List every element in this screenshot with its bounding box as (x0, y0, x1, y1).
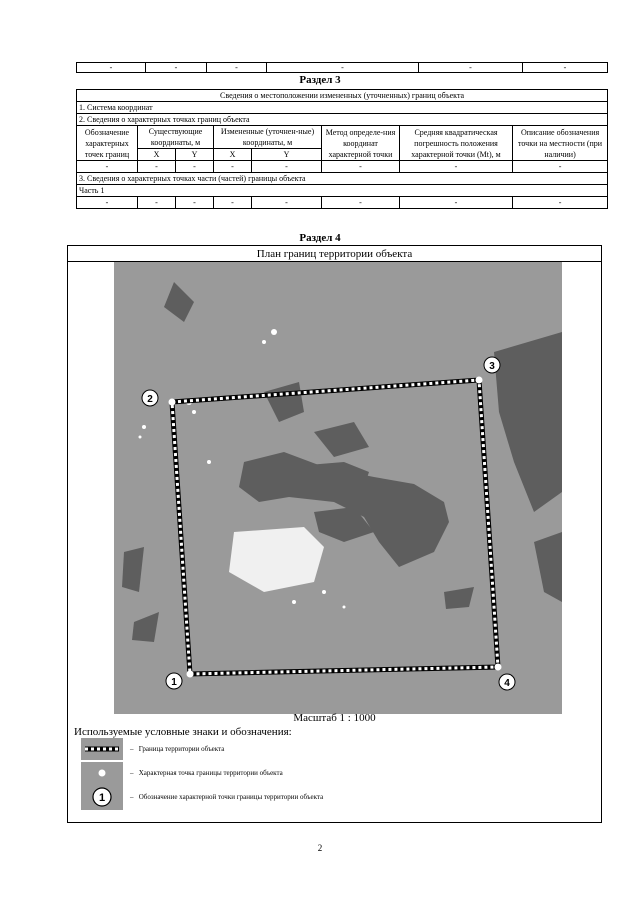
section3-subtitle: Сведения о местоположении измененных (уточненных) границ объекта (77, 90, 608, 102)
legend-item-point-label (130, 793, 323, 802)
point-2-marker (169, 399, 176, 406)
cell: - (252, 161, 322, 173)
cell: - (400, 161, 513, 173)
header-y: Y (252, 149, 322, 161)
legend-label-sample (81, 784, 123, 810)
legend-marker-label: 1 (98, 792, 106, 804)
header-y: Y (176, 149, 214, 161)
point-label-1: 1 (171, 677, 177, 688)
cell: - (523, 63, 608, 73)
part-label: Часть 1 (77, 185, 608, 197)
cell: - (322, 161, 400, 173)
cell: - (513, 197, 608, 209)
header-existing: Существующие координаты, м (138, 126, 214, 149)
legend-point-sample (81, 762, 123, 784)
legend-boundary-sample (81, 738, 123, 760)
point-3-marker (476, 377, 483, 384)
page-number: 2 (317, 843, 323, 853)
cell: - (214, 197, 252, 209)
cell: - (513, 161, 608, 173)
legend-dash: – (130, 745, 134, 753)
plan-frame (67, 245, 602, 823)
previous-table-last-row (76, 62, 608, 73)
section3-title: Раздел 3 (299, 74, 341, 86)
plan-title: План границ территории объекта (68, 247, 601, 262)
points-info-label: 2. Сведения о характерных точках границ объекта (77, 114, 608, 126)
legend-dash: – (130, 793, 134, 801)
cell: - (176, 161, 214, 173)
cell: - (419, 63, 523, 73)
cell: - (322, 197, 400, 209)
cell: - (267, 63, 419, 73)
point-label-4: 4 (504, 678, 510, 689)
section3-table (76, 89, 608, 209)
legend-item-boundary (130, 745, 224, 754)
cell: - (176, 197, 214, 209)
point-4-marker (495, 664, 502, 671)
legend-dash: – (130, 769, 134, 777)
cell: - (252, 197, 322, 209)
coord-system-label: 1. Система координат (77, 102, 608, 114)
legend-item-point (130, 769, 283, 778)
header-description: Описание обозначения точки на местности (при наличии) (513, 126, 608, 161)
part-points-label: 3. Сведения о характерных точках части (частей) границы объекта (77, 173, 608, 185)
cell: - (400, 197, 513, 209)
cell: - (146, 63, 207, 73)
cell: - (207, 63, 267, 73)
cell: - (77, 63, 146, 73)
point-label-3: 3 (489, 361, 495, 372)
cell: - (77, 161, 138, 173)
header-method: Метод определе-ния координат характерной точки (322, 126, 400, 161)
boundary-plan-map (114, 262, 562, 714)
point-1-marker (187, 671, 194, 678)
cell: - (214, 161, 252, 173)
section4-title: Раздел 4 (299, 232, 341, 244)
scale-label: Масштаб 1 : 1000 (293, 712, 376, 724)
legend-title: Используемые условные знаки и обозначения: (74, 726, 292, 738)
point-label-2: 2 (147, 394, 153, 405)
header-x: X (138, 149, 176, 161)
cell: - (77, 197, 138, 209)
header-x: X (214, 149, 252, 161)
header-error: Средняя квадратическая погрешность положения характерной точки (Mt), м (400, 126, 513, 161)
header-designation: Обозначение характерных точек границ (77, 126, 138, 161)
cell: - (138, 197, 176, 209)
header-changed: Измененные (уточнен-ные) координаты, м (214, 126, 322, 149)
legend-text: Характерная точка границы территории объекта (138, 769, 283, 777)
cell: - (138, 161, 176, 173)
legend-text: Граница территории объекта (138, 745, 225, 753)
legend-text: Обозначение характерной точки границы территории объекта (138, 793, 324, 801)
